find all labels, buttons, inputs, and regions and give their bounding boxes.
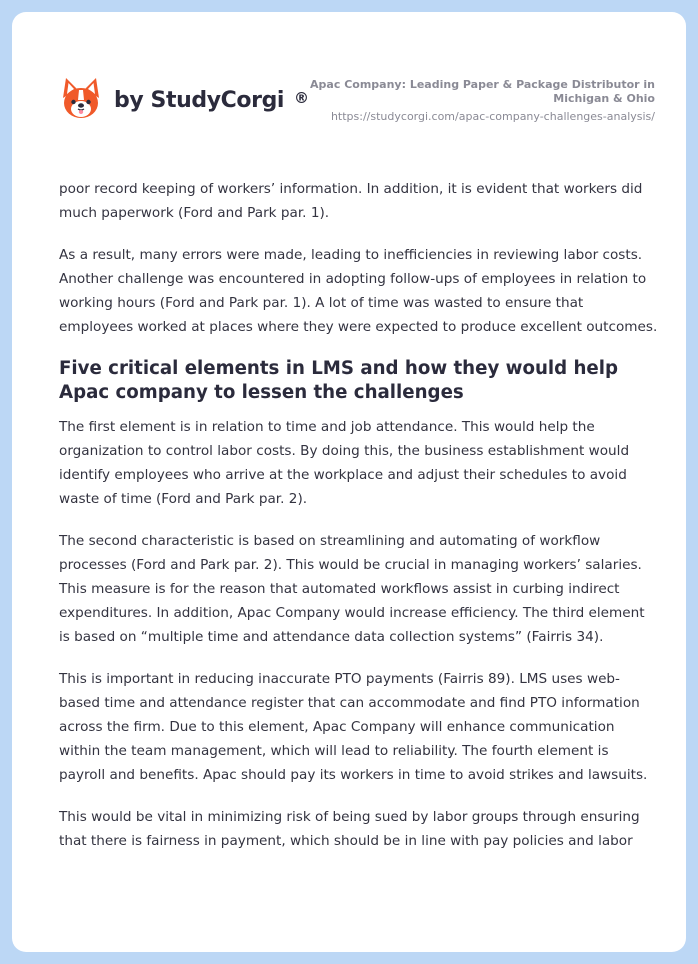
brand-name: by StudyCorgi	[114, 87, 285, 113]
studycorgi-logo[interactable]	[60, 76, 309, 120]
registered-mark: ®	[294, 89, 309, 107]
paragraph: This is important in reducing inaccurate PTO payments (Fairris 89). LMS uses web-based time and attendance register that can accommodate and find PTO information across the firm. Due to this element, Apac Company will enhance communication within the team management, which will lead to reliability. The fourth element is payroll and benefits. Apac should pay its workers in time to avoid strikes and lawsuits.	[59, 671, 648, 783]
document-page	[12, 12, 686, 952]
document-url[interactable]: https://studycorgi.com/apac-company-challenges-analysis/	[330, 110, 655, 123]
paragraph: The first element is in relation to time and job attendance. This would help the organization to control labor costs. By doing this, the business establishment would identify employees who arrive at the workplace and adjust their schedules to avoid waste of time (Ford and Park par. 2).	[59, 419, 630, 507]
paragraph: The second characteristic is based on streamlining and automating of workflow processes (Ford and Park par. 2). This would be crucial in managing workers’ salaries. This measure is for the reason that automated workflows assist in curbing indirect expenditures. In addition, Apac Company would increase efficiency. The third element is based on “multiple time and attendance data collection systems” (Fairris 34).	[59, 533, 645, 645]
document-title: Apac Company: Leading Paper & Package Distributor in Michigan & Ohio	[310, 78, 655, 105]
paragraph: poor record keeping of workers’ information. In addition, it is evident that workers did much paperwork (Ford and Park par. 1).	[59, 181, 643, 221]
corgi-icon	[60, 76, 102, 120]
article-body	[59, 177, 659, 871]
document-meta	[295, 78, 655, 124]
section-heading: Five critical elements in LMS and how they would help Apac company to lessen the challenges	[59, 358, 619, 403]
page-header	[12, 12, 686, 152]
paragraph: This would be vital in minimizing risk of being sued by labor groups through ensuring that there is fairness in payment, which should be in line with pay policies and labor	[59, 809, 640, 849]
paragraph: As a result, many errors were made, leading to inefficiencies in reviewing labor costs. Another challenge was encountered in adopting follow-ups of employees in relation to working hours (Ford and Park par. 1). A lot of time was wasted to ensure that employees worked at places where they were expected to produce excellent outcomes.	[59, 247, 658, 335]
